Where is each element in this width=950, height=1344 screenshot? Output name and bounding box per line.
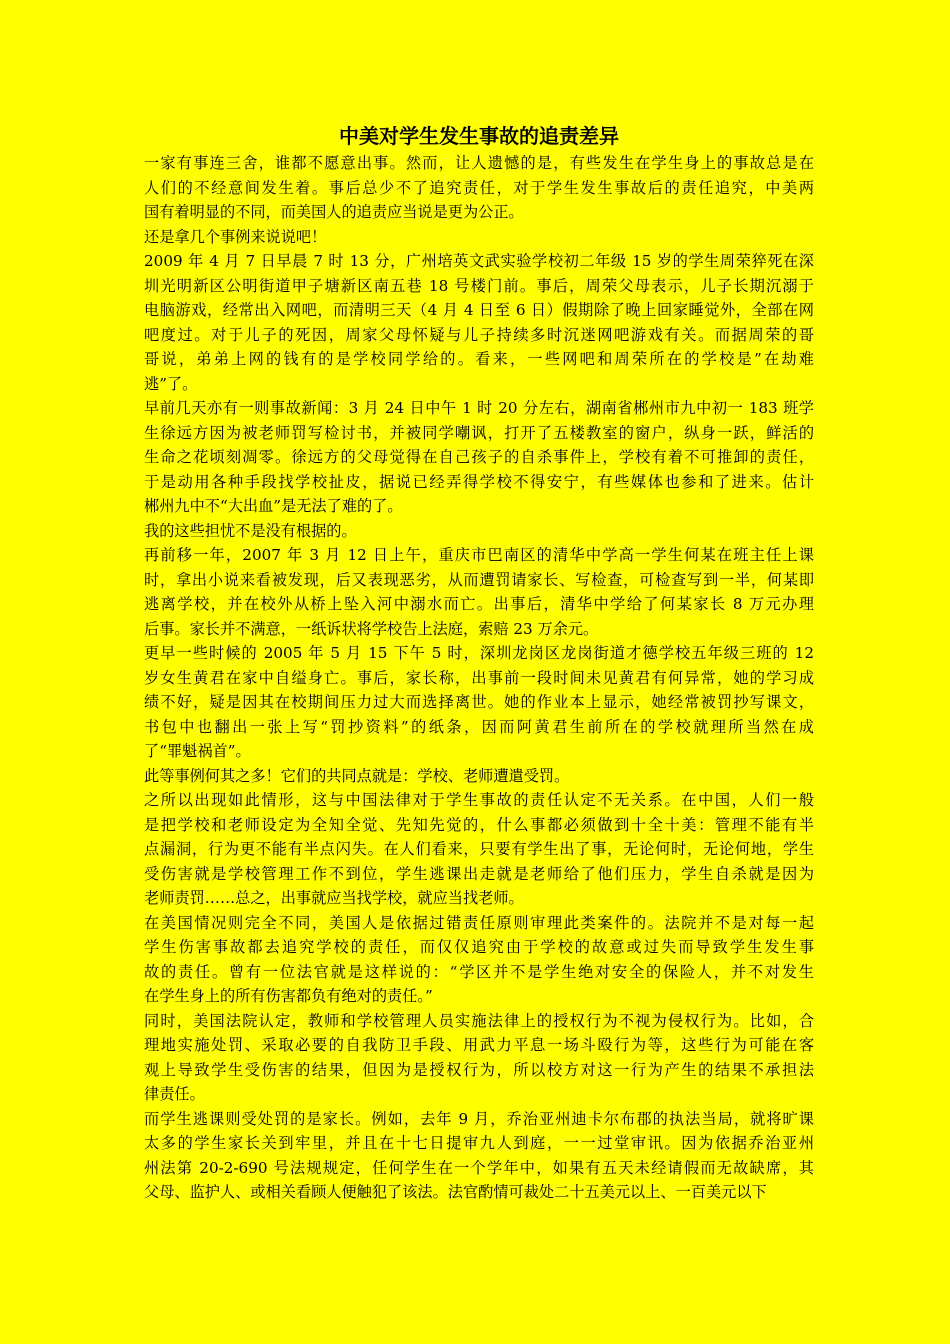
paragraph-line: 一家有事连三舍，谁都不愿意出事。然而，让人遗憾的是，有些发生在学生身上的事故总是在: [144, 154, 814, 172]
paragraph-line: 此等事例何其之多！它们的共同点就是：学校、老师遭遣受罚。: [144, 766, 570, 785]
paragraph: [144, 249, 814, 396]
document-page: [144, 0, 814, 1205]
paragraph-line: 观上导致学生受伤害的结果，但因为是授权行为，所以校方对这一行为产生的结果不承担法: [144, 1060, 814, 1079]
document-title: 中美对学生发生事故的追责差异: [339, 124, 619, 148]
paragraph-line: 郴州九中不“大出血”是无法了难的了。: [144, 497, 403, 515]
paragraph: [144, 225, 814, 250]
paragraph-line: 之所以出现如此情形，这与中国法律对于学生事故的责任认定不无关系。在中国，人们一般: [144, 791, 814, 809]
paragraph: [144, 396, 814, 519]
paragraph-line: 理地实施处罚、采取必要的自我防卫手段、用武力平息一场斗殴行为等，这些行为可能在客: [144, 1036, 814, 1054]
paragraph-line: 生徐远方因为被老师罚写检讨书，并被同学嘲讽，打开了五楼教室的窗户，纵身一跃，鲜活的: [144, 423, 814, 442]
paragraph-line: 是把学校和老师设定为全知全觉、先知先觉的，什么事都必须做到十全十美：管理不能有半: [144, 815, 814, 834]
paragraph-line: 书包中也翻出一张上写“罚抄资料”的纸条，因而阿黄君生前所在的学校就理所当然在成: [144, 717, 814, 736]
paragraph-line: 早前几天亦有一则事故新闻：3 月 24 日中午 1 时 20 分左右，湖南省郴州市九中初一 183 班学: [144, 399, 814, 417]
paragraph-line: 律责任。: [144, 1085, 205, 1103]
paragraph-line: 还是拿几个事例来说说吧！: [144, 227, 327, 246]
paragraph-line: 人们的不经意间发生着。事后总少不了追究责任，对于学生发生事故后的责任追究，中美两: [144, 178, 814, 197]
paragraph-line: 父母、监护人、或相关看顾人便触犯了该法。法官酌情可裁处二十五美元以上、一百美元以下: [144, 1183, 767, 1201]
paragraph: [144, 519, 814, 544]
paragraph-line: 2009 年 4 月 7 日早晨 7 时 13 分，广州培英文武实验学校初二年级 15 岁的学生周荣猝死在深: [144, 252, 814, 270]
paragraph-line: 了“罪魁祸首”。: [144, 742, 251, 760]
paragraph-line: 生命之花顷刻凋零。徐远方的父母觉得在自己孩子的自杀事件上，学校有着不可推卸的责任，: [144, 448, 814, 466]
paragraph-line: 学生伤害事故都去追究学校的责任，而仅仅追究由于学校的故意或过失而导致学生发生事: [144, 938, 814, 956]
paragraph: [144, 1009, 814, 1107]
paragraph: [144, 764, 814, 789]
paragraph-line: 故的责任。曾有一位法官就是这样说的：“学区并不是学生绝对安全的保险人，并不对发生: [144, 962, 814, 981]
paragraph-line: 受伤害就是学校管理工作不到位，学生逃课出走就是老师给了他们压力，学生自杀就是因为: [144, 864, 814, 883]
paragraph-line: 圳光明新区公明街道甲子塘新区南五巷 18 号楼门前。事后，周荣父母表示，儿子长期沉溺于: [144, 276, 814, 295]
paragraph-line: 老师责罚……总之，出事就应当找学校，就应当找老师。: [144, 889, 524, 907]
paragraph-line: 国有着明显的不同，而美国人的追责应当说是更为公正。: [144, 203, 524, 221]
paragraph: [144, 911, 814, 1009]
paragraph-line: 哥说，弟弟上网的钱有的是学校同学给的。看来，一些网吧和周荣所在的学校是”在劫难: [144, 350, 814, 368]
paragraph-line: 同时，美国法院认定，教师和学校管理人员实施法律上的授权行为不视为侵权行为。比如，合: [144, 1011, 814, 1030]
paragraph-line: 逃离学校，并在校外从桥上坠入河中溺水而亡。出事后，清华中学给了何某家长 8 万元办理: [144, 595, 814, 613]
paragraph: [144, 1107, 814, 1205]
paragraph-line: 而学生逃课则受处罚的是家长。例如，去年 9 月，乔治亚州迪卡尔布郡的执法当局，就将旷课: [144, 1109, 814, 1128]
paragraph-line: 吧度过。对于儿子的死因，周家父母怀疑与儿子持续多时沉迷网吧游戏有关。而据周荣的哥: [144, 325, 814, 344]
paragraph-line: 再前移一年，2007 年 3 月 12 日上午，重庆市巴南区的清华中学高一学生何某在班主任上课: [144, 546, 814, 564]
paragraph-line: 在学生身上的所有伤害都负有绝对的责任。”: [144, 987, 433, 1005]
paragraph: [144, 151, 814, 225]
paragraph-line: 电脑游戏，经常出入网吧，而清明三天（4 月 4 日至 6 日）假期除了晚上回家睡觉外，全部在网: [144, 301, 814, 319]
paragraph-line: 在美国情况则完全不同，美国人是依据过错责任原则审理此类案件的。法院并不是对每一起: [144, 913, 814, 932]
paragraph: [144, 641, 814, 764]
paragraph-line: 逃”了。: [144, 374, 198, 393]
paragraph-line: 绩不好，疑是因其在校期间压力过大而选择离世。她的作业本上显示，她经常被罚抄写课文，: [144, 693, 814, 711]
paragraph-line: 后事。家长并不满意，一纸诉状将学校告上法庭，索赔 23 万余元。: [144, 619, 599, 638]
paragraph-line: 于是动用各种手段找学校扯皮，据说已经弄得学校不得安宁，有些媒体也参和了进来。估计: [144, 472, 814, 491]
paragraph-line: 太多的学生家长关到牢里，并且在十七日提审九人到庭，一一过堂审讯。因为依据乔治亚州: [144, 1134, 814, 1152]
paragraph-line: 岁女生黄君在家中自缢身亡。事后，家长称，出事前一段时间未见黄君有何异常，她的学习成: [144, 668, 814, 687]
paragraph: [144, 543, 814, 641]
paragraph: [144, 788, 814, 911]
paragraph-line: 时，拿出小说来看被发现，后又表现恶劣，从而遭罚请家长、写检查，可检查写到一半，何某即: [144, 570, 814, 589]
paragraph-line: 点漏洞，行为更不能有半点闪失。在人们看来，只要有学生出了事，无论何时，无论何地，学生: [144, 840, 814, 858]
document-body: [144, 151, 814, 1205]
paragraph-line: 州法第 20-2-690 号法规规定，任何学生在一个学年中，如果有五天未经请假而无故缺席，其: [144, 1158, 814, 1177]
paragraph-line: 更早一些时候的 2005 年 5 月 15 下午 5 时，深圳龙岗区龙岗街道才德学校五年级三班的 12: [144, 644, 814, 662]
paragraph-line: 我的这些担忧不是没有根据的。: [144, 521, 357, 540]
